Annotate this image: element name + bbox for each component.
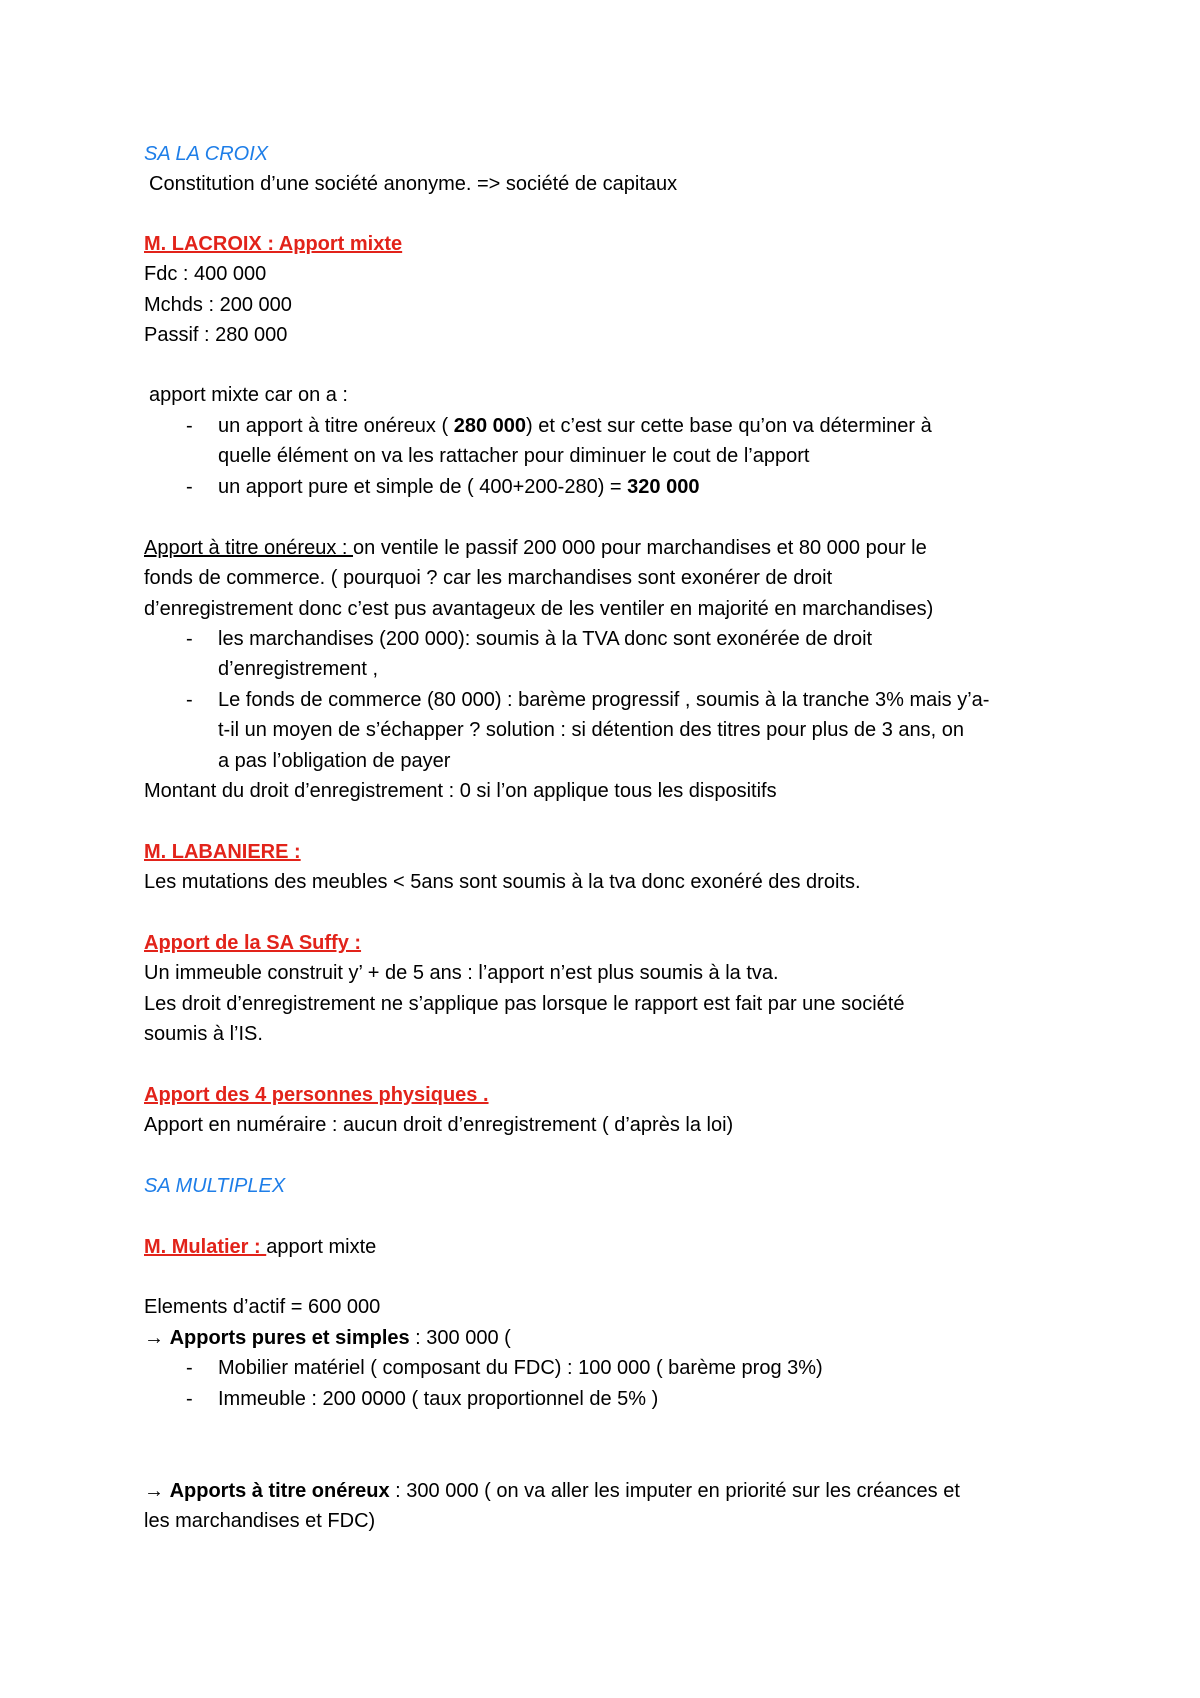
personnes-text: Apport en numéraire : aucun droit d’enregistrement ( d’après la loi) <box>144 1114 734 1136</box>
onereux-paragraph-line2: fonds de commerce. ( pourquoi ? car les marchandises sont exonérer de droit <box>144 567 833 589</box>
arrow-right-icon: → <box>144 1327 164 1349</box>
bullet-titre-onereux-cont: quelle élément on va les rattacher pour diminuer le cout de l’apport <box>218 445 810 467</box>
suffy-line3: soumis à l’IS. <box>144 1023 263 1045</box>
apports-onereux-line2: les marchandises et FDC) <box>144 1510 376 1532</box>
section-title-sa-multiplex: SA MULTIPLEX <box>144 1175 286 1197</box>
arrow-right-icon: → <box>144 1480 164 1502</box>
bullet-dash: - <box>186 628 193 650</box>
heading-suffy: Apport de la SA Suffy : <box>144 932 362 954</box>
suffy-line2: Les droit d’enregistrement ne s’applique pas lorsque le rapport est fait par une société <box>144 993 905 1015</box>
bullet-mobilier: Mobilier matériel ( composant du FDC) : 100 000 ( barème prog 3%) <box>218 1357 823 1379</box>
line-passif: Passif : 280 000 <box>144 324 288 346</box>
line-mchds: Mchds : 200 000 <box>144 294 292 316</box>
subtitle: Constitution d’une société anonyme. => société de capitaux <box>149 173 678 195</box>
bullet-dash: - <box>186 1388 193 1410</box>
heading-personnes-physiques: Apport des 4 personnes physiques . <box>144 1084 489 1106</box>
bullet-dash: - <box>186 689 193 711</box>
bullet-titre-onereux: un apport à titre onéreux ( 280 000) et c’est sur cette base qu’on va déterminer à <box>218 415 932 437</box>
onereux-paragraph-line1: Apport à titre onéreux : on ventile le passif 200 000 pour marchandises et 80 000 pour le <box>144 537 927 559</box>
bullet-dash: - <box>186 476 193 498</box>
intro-apport-mixte: apport mixte car on a : <box>149 384 348 406</box>
bullet-fonds-commerce: Le fonds de commerce (80 000) : barème progressif , soumis à la tranche 3% mais y’a- <box>218 689 990 711</box>
labaniere-text: Les mutations des meubles < 5ans sont soumis à la tva donc exonéré des droits. <box>144 871 861 893</box>
apports-pures-line: → Apports pures et simples : 300 000 ( <box>144 1327 511 1349</box>
bullet-fonds-commerce-cont1: t-il un moyen de s’échapper ? solution : si détention des titres pour plus de 3 ans, on <box>218 719 965 741</box>
apports-onereux-line1: → Apports à titre onéreux : 300 000 ( on va aller les imputer en priorité sur les créances et <box>144 1480 960 1502</box>
heading-lacroix: M. LACROIX : Apport mixte <box>144 233 403 255</box>
elements-actif: Elements d’actif = 600 000 <box>144 1296 381 1318</box>
bullet-fonds-commerce-cont2: a pas l’obligation de payer <box>218 750 451 772</box>
onereux-paragraph-line3: d’enregistrement donc c’est pus avantageux de les ventiler en majorité en marchandises) <box>144 598 934 620</box>
line-fdc: Fdc : 400 000 <box>144 263 267 285</box>
section-title-sa-la-croix: SA LA CROIX <box>144 143 269 165</box>
mulatier-line: M. Mulatier : apport mixte <box>144 1236 377 1258</box>
bullet-immeuble: Immeuble : 200 0000 ( taux proportionnel de 5% ) <box>218 1388 659 1410</box>
bullet-pure-simple: un apport pure et simple de ( 400+200-280) = 320 000 <box>218 476 700 498</box>
bullet-dash: - <box>186 1357 193 1379</box>
montant-droit: Montant du droit d’enregistrement : 0 si l’on applique tous les dispositifs <box>144 780 777 802</box>
heading-labaniere: M. LABANIERE : <box>144 841 301 863</box>
bullet-dash: - <box>186 415 193 437</box>
bullet-marchandises: les marchandises (200 000): soumis à la TVA donc sont exonérée de droit <box>218 628 873 650</box>
suffy-line1: Un immeuble construit y’ + de 5 ans : l’apport n’est plus soumis à la tva. <box>144 962 779 984</box>
bullet-marchandises-cont: d’enregistrement , <box>218 658 379 680</box>
